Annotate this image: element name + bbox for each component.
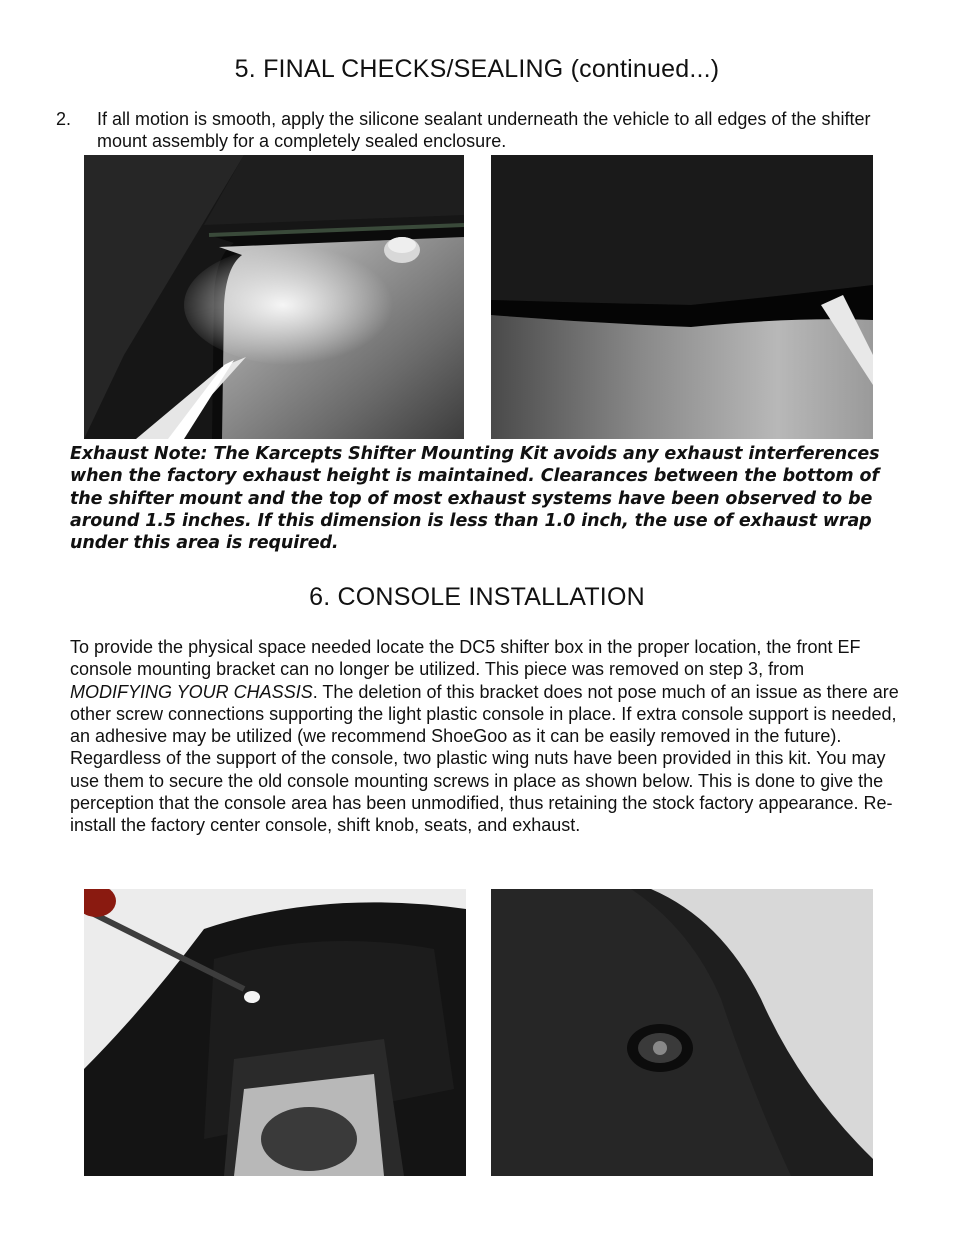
step-number: 2. [56,109,72,129]
step-text: If all motion is smooth, apply the silicone sealant underneath the vehicle to all edges of the shifter mount assembly for a completely sealed enclosure. [97,109,871,151]
exhaust-note: Exhaust Note: The Karcepts Shifter Mounting Kit avoids any exhaust interferences when the factory exhaust height is maintained. Clearances between the bottom of the shifter mount and the top of most exhaust systems have been observed to be around 1.5 inches. If this dimension is less than 1.0 inch, the use of exhaust wrap under this area is required. [70,444,880,554]
wing-nut-photo [84,889,466,1176]
section-6-title: 6. CONSOLE INSTALLATION [309,583,645,611]
sealant-photo-left [84,155,464,439]
sealant-photo-right [491,155,873,439]
modifying-chassis-reference: MODIFYING YOUR CHASSIS [70,681,313,702]
console-installation-paragraph [70,636,900,837]
console-screw-photo [491,889,873,1176]
paragraph-text-part-1: To provide the physical space needed locate the DC5 shifter box in the proper location, the front EF console mounting bracket can no longer be utilized. This piece was removed on step 3, from [70,637,861,680]
paragraph-text-part-2: . The deletion of this bracket does not pose much of an issue as there are other screw connections supporting the light plastic console in place. If extra console support is needed, an adhesive may be utilized (we recommend ShoeGoo as it can be easily removed in the future). Regardless of the support of the console, two plastic wing nuts have been provided in this kit. You may use them to secure the old console mounting screws in place as shown below. This is done to give the perception that the console area has been unmodified, thus retaining the stock factory appearance. Re-install the factory center console, shift knob, seats, and exhaust. [70,681,899,836]
section-5-title: 5. FINAL CHECKS/SEALING (continued...) [234,55,720,83]
